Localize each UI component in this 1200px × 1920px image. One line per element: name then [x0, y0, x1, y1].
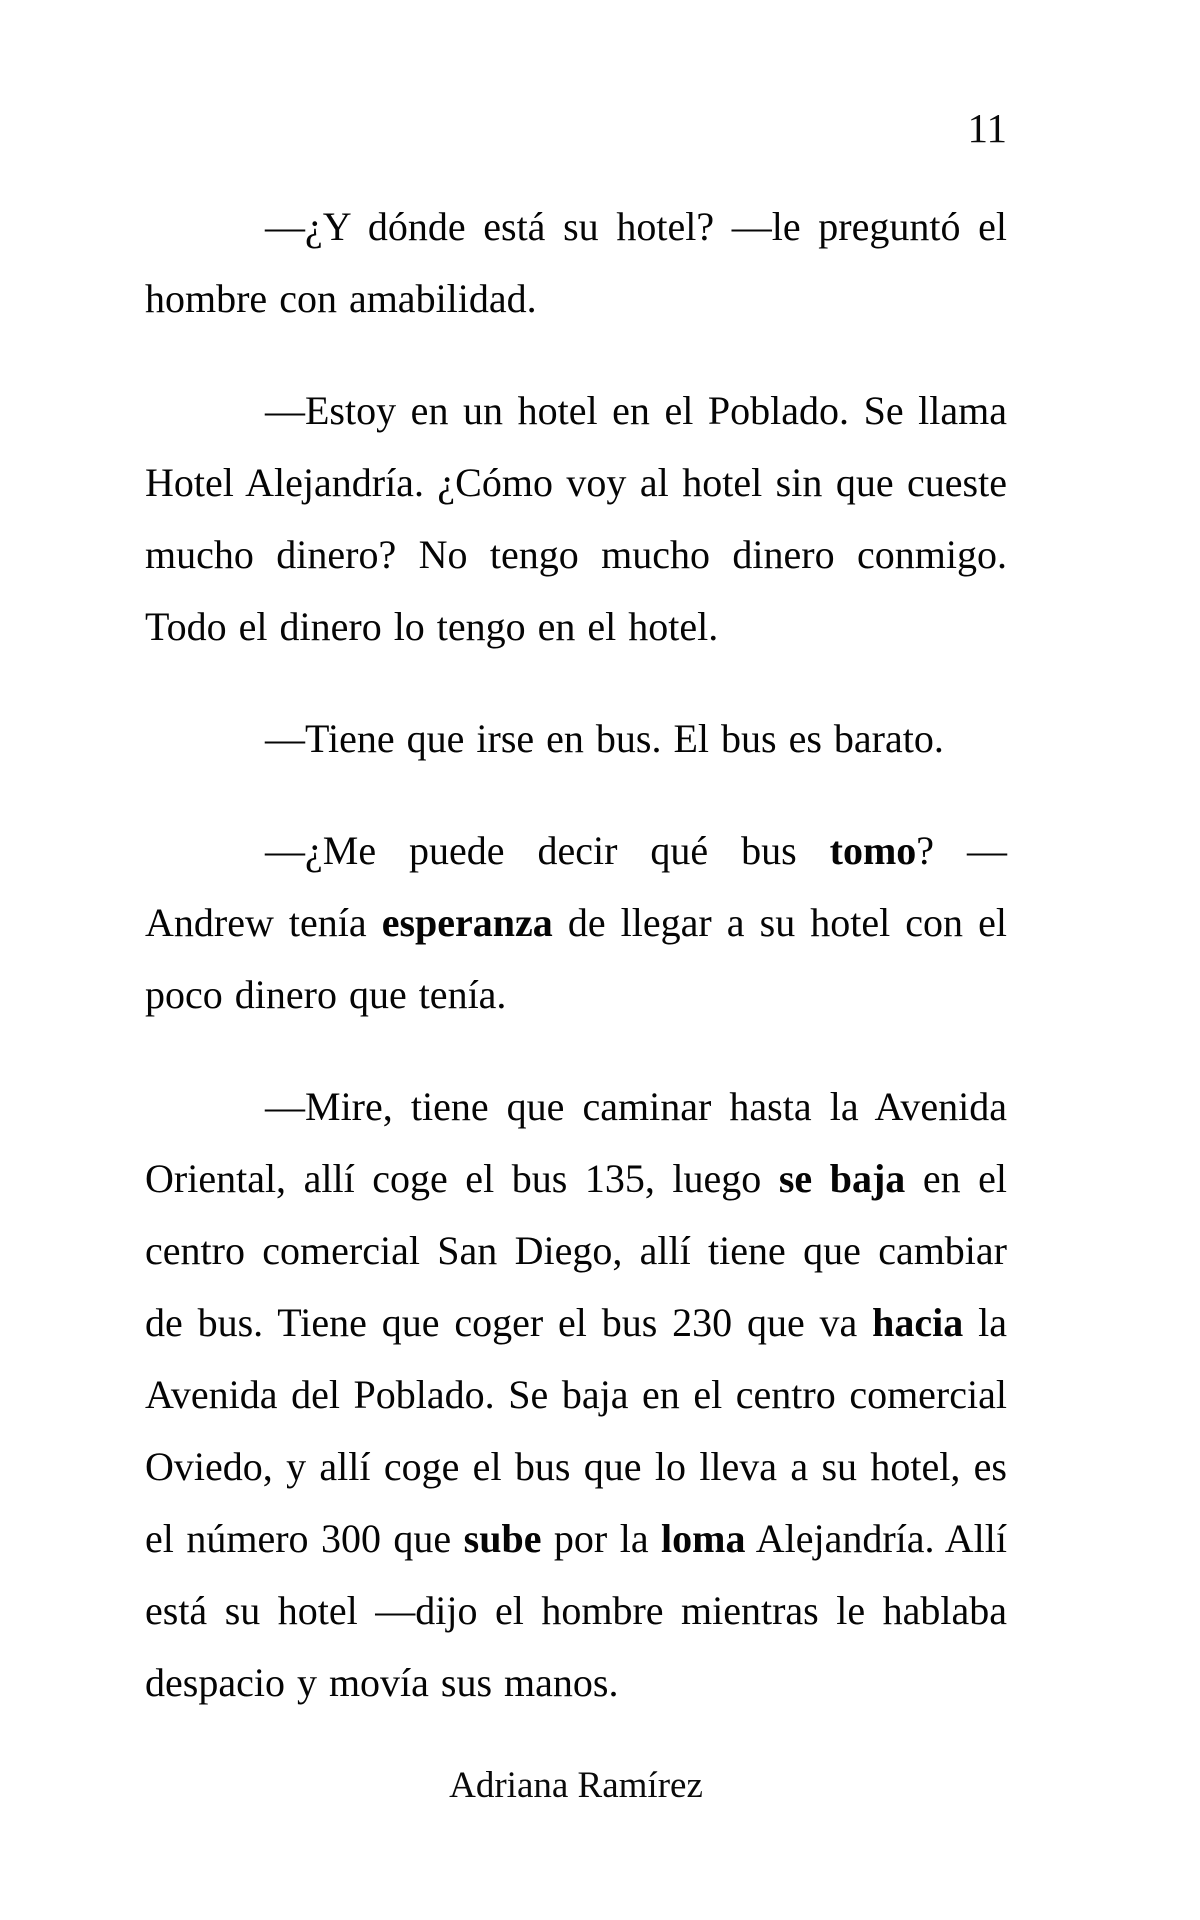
text-run: la Avenida del Poblado. Se baja en el centro comercial Oviedo, y allí coge el bus que lo lleva a su hotel, es el número 300 que [145, 1300, 1007, 1561]
bold-vocab-word: hacia [872, 1300, 964, 1345]
page-body [145, 191, 1007, 1719]
paragraph [145, 815, 1007, 1031]
text-run: —¿Y dónde está su hotel? —le preguntó el hombre con amabilidad. [145, 204, 1007, 321]
paragraph [145, 375, 1007, 663]
bold-vocab-word: tomo [829, 828, 917, 873]
paragraph [145, 1071, 1007, 1719]
paragraph [145, 191, 1007, 335]
bold-vocab-word: loma [661, 1516, 746, 1561]
footer-author: Adriana Ramírez [449, 1765, 703, 1806]
text-run: —Mire, tiene que caminar hasta la Avenida Oriental, allí coge el bus 135, luego [145, 1084, 1007, 1201]
text-run: en el centro comercial San Diego, allí tiene que cambiar de bus. Tiene que coger el bus 230 que va [145, 1156, 1008, 1345]
text-run: —¿Me puede decir qué bus [265, 828, 830, 873]
page-number: 11 [967, 105, 1007, 151]
bold-vocab-word: se baja [778, 1156, 906, 1201]
text-run: Alejandría. Allí está su hotel —dijo el hombre mientras le hablaba despacio y movía sus manos. [145, 1516, 1008, 1705]
text-run: por la [541, 1516, 662, 1561]
text-run: de llegar a su hotel con el poco dinero que tenía. [145, 900, 1007, 1017]
bold-vocab-word: sube [463, 1516, 542, 1561]
bold-vocab-word: esperanza [381, 900, 553, 945]
text-run: —Estoy en un hotel en el Poblado. Se llama Hotel Alejandría. ¿Cómo voy al hotel sin que cueste mucho dinero? No tengo mucho dinero conmigo. Todo el dinero lo tengo en el hotel. [145, 388, 1007, 649]
text-run: ? —Andrew tenía [145, 828, 1007, 945]
paragraph [145, 703, 1007, 775]
text-run: —Tiene que irse en bus. El bus es barato. [265, 716, 944, 761]
